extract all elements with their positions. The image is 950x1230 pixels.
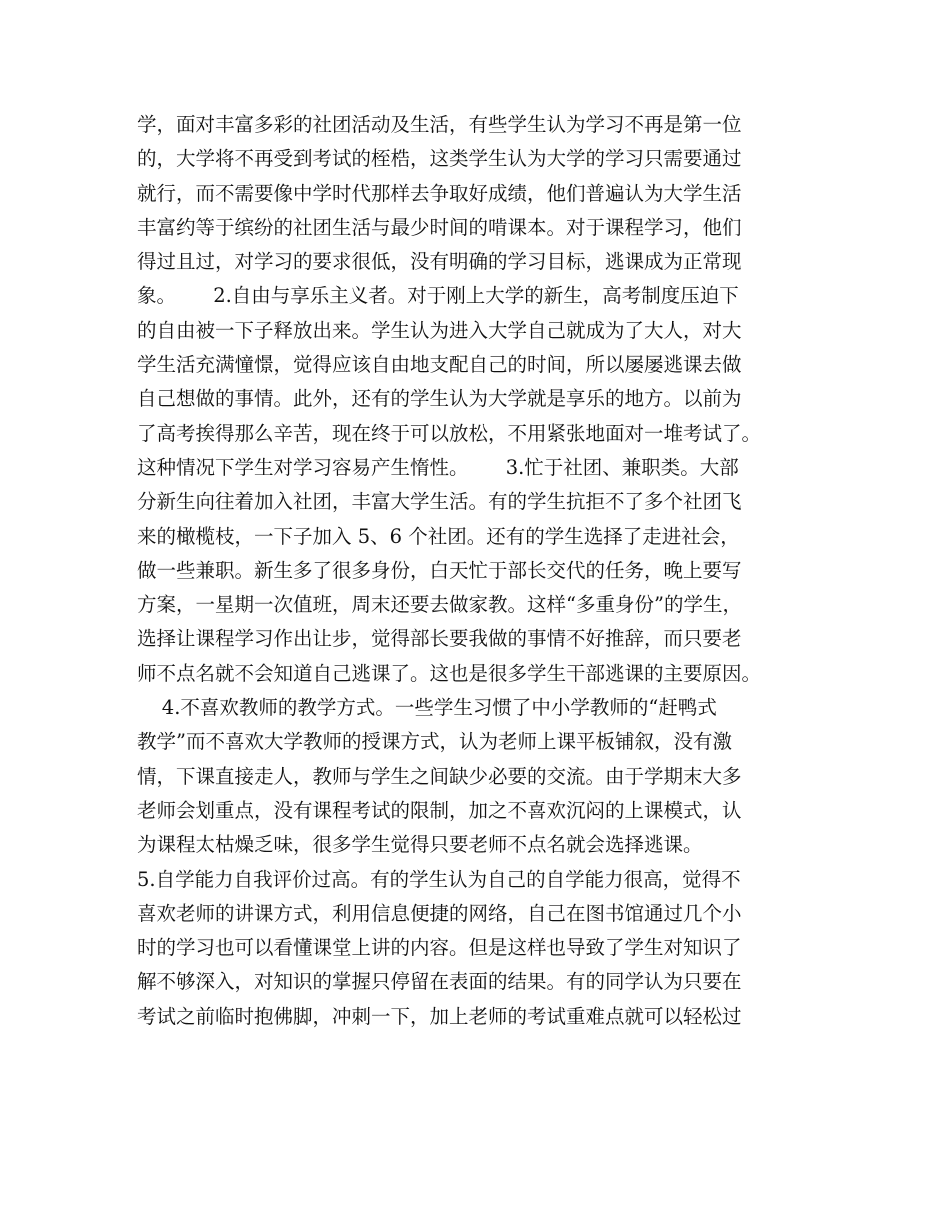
text-line: 的自由被一下子释放出来。学生认为进入大学自己就成为了大人，对大: [137, 318, 742, 342]
text-line: 老师会划重点，没有课程考试的限制，加之不喜欢沉闷的上课模式，认: [137, 798, 742, 822]
text-line: 方案，一星期一次值班，周末还要去做家教。这样“多重身份”的学生，: [137, 593, 742, 617]
text-line: 得过且过，对学习的要求很低，没有明确的学习目标，逃课成为正常现: [137, 250, 742, 274]
text-line: 象。 2.自由与享乐主义者。对于刚上大学的新生，高考制度压迫下: [137, 284, 739, 308]
text-line: 分新生向往着加入社团，丰富大学生活。有的学生抗拒不了多个社团飞: [137, 490, 742, 514]
text-line: 教学”而不喜欢大学教师的授课方式，认为老师上课平板铺叙，没有激: [137, 730, 732, 754]
text-line: 的，大学将不再受到考试的桎梏，这类学生认为大学的学习只需要通过: [137, 147, 742, 171]
text-line: 时的学习也可以看懂课堂上讲的内容。但是这样也导致了学生对知识了: [137, 936, 742, 960]
text-line: 就行，而不需要像中学时代那样去争取好成绩，他们普遍认为大学生活: [137, 181, 742, 205]
text-line: 喜欢老师的讲课方式，利用信息便捷的网络，自己在图书馆通过几个小: [137, 901, 742, 925]
text-line: 丰富约等于缤纷的社团生活与最少时间的啃课本。对于课程学习，他们: [137, 215, 742, 239]
text-line: 4.不喜欢教师的教学方式。一些学生习惯了中小学教师的“赶鸭式: [137, 696, 717, 720]
text-line: 自己想做的事情。此外，还有的学生认为大学就是享乐的地方。以前为: [137, 387, 742, 411]
body-text: [137, 108, 827, 1034]
text-line: 情，下课直接走人，教师与学生之间缺少必要的交流。由于学期末大多: [137, 764, 742, 788]
text-line: 学生活充满憧憬，觉得应该自由地支配自己的时间，所以屡屡逃课去做: [137, 353, 742, 377]
text-line: 学，面对丰富多彩的社团活动及生活，有些学生认为学习不再是第一位: [137, 113, 742, 136]
text-line: 做一些兼职。新生多了很多身份，白天忙于部长交代的任务，晚上要写: [137, 558, 742, 582]
text-line: 解不够深入，对知识的掌握只停留在表面的结果。有的同学认为只要在: [137, 970, 742, 994]
text-line: 了高考挨得那么辛苦，现在终于可以放松，不用紧张地面对一堆考试了。: [137, 421, 762, 445]
text-line: 这种情况下学生对学习容易产生惰性。 3.忙于社团、兼职类。大部: [137, 455, 739, 479]
text-line: 选择让课程学习作出让步，觉得部长要我做的事情不好推辞，而只要老: [137, 627, 742, 651]
text-line: 为课程太枯燥乏味，很多学生觉得只要老师不点名就会选择逃课。: [137, 833, 703, 857]
text-line: 5.自学能力自我评价过高。有的学生认为自己的自学能力很高，觉得不: [137, 867, 741, 891]
text-line: 来的橄榄枝，一下子加入 5、6 个社团。还有的学生选择了走进社会，: [137, 524, 740, 548]
text-line: 师不点名就不会知道自己逃课了。这也是很多学生干部逃课的主要原因。: [137, 661, 762, 685]
text-line: 考试之前临时抱佛脚，冲刺一下，加上老师的考试重难点就可以轻松过: [137, 1004, 742, 1028]
